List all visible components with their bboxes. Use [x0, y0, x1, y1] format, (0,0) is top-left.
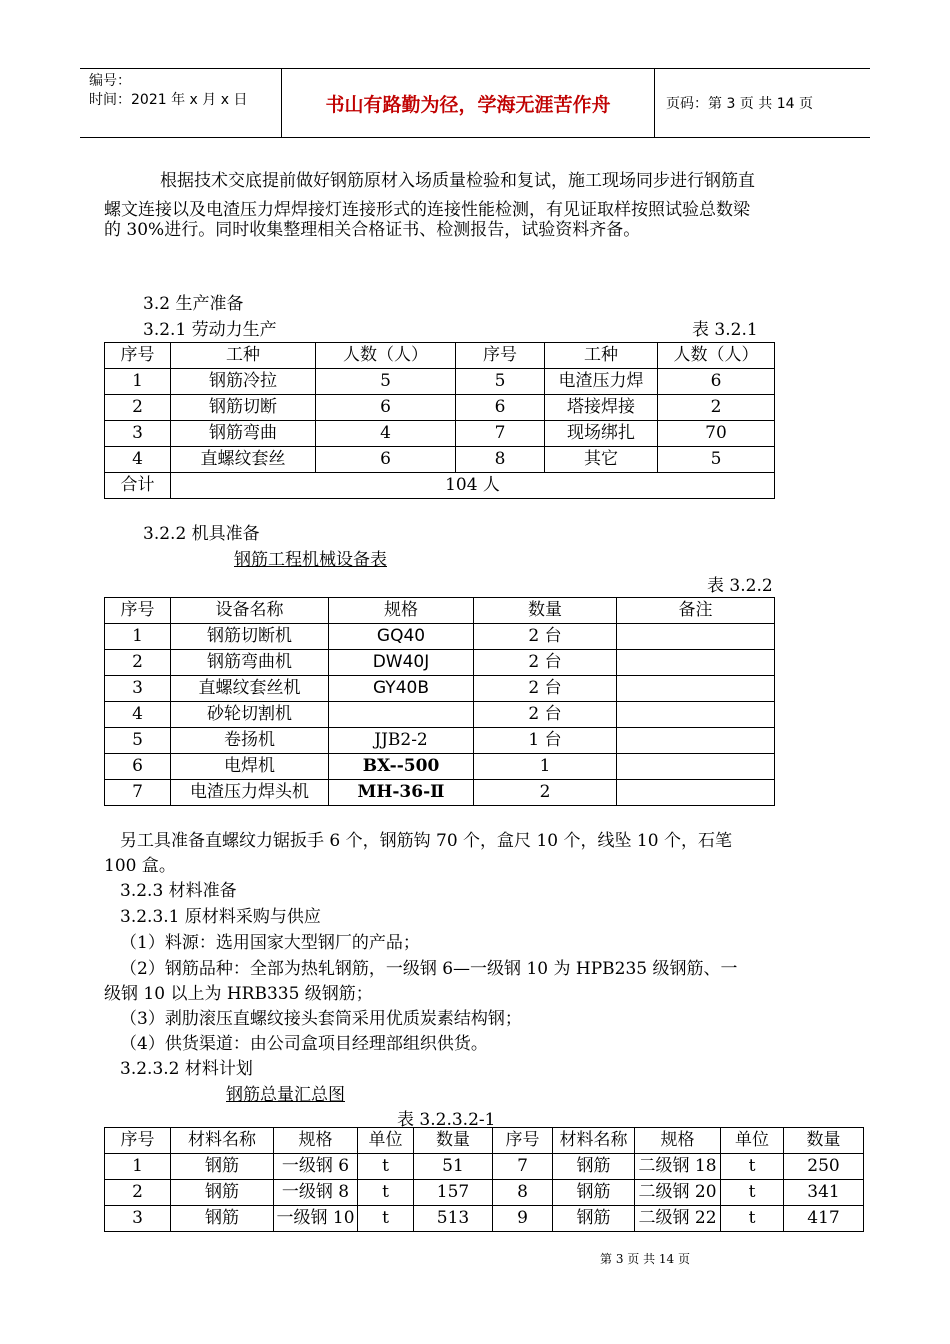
- section-3-2-2-title: 3.2.2 机具准备: [143, 524, 260, 544]
- table-cell: 钢筋: [171, 1180, 274, 1206]
- table-cell: 3: [105, 676, 171, 702]
- item-4: （4）供货渠道：由公司盒项目经理部组织供货。: [120, 1034, 488, 1054]
- doc-date: 时间：2021 年 x 月 x 日: [89, 92, 248, 108]
- table-row: [105, 702, 775, 728]
- table-row: [105, 1206, 864, 1232]
- table-cell: 513: [414, 1206, 493, 1232]
- item-2a: （2）钢筋品种：全部为热轧钢筋，一级钢 6—一级钢 10 为 HPB235 级钢筋、一: [120, 959, 738, 979]
- table-cell: 51: [414, 1154, 493, 1180]
- table-cell: 8: [493, 1180, 553, 1206]
- header-cell: 数量: [784, 1128, 864, 1154]
- table-cell: 1: [105, 1154, 171, 1180]
- intro-line-2: 螺文连接以及电渣压力焊焊接灯连接形式的连接性能检测，有见证取样按照试验总数梁: [104, 200, 750, 220]
- table-cell: 7: [493, 1154, 553, 1180]
- header-cell: 材料名称: [553, 1128, 635, 1154]
- table-row: [105, 395, 775, 421]
- table-cell: 其它: [545, 447, 658, 473]
- table-cell: 现场绑扎: [545, 421, 658, 447]
- table-cell: t: [721, 1206, 784, 1232]
- table-cell: t: [721, 1154, 784, 1180]
- table-cell: 卷扬机: [171, 728, 329, 754]
- header-cell: 序号: [105, 598, 171, 624]
- header-cell: 材料名称: [171, 1128, 274, 1154]
- table-total-row: [105, 473, 775, 499]
- table-cell: 电渣压力焊: [545, 369, 658, 395]
- table-cell: [617, 754, 775, 780]
- section-3-2-3-2-title: 3.2.3.2 材料计划: [120, 1059, 253, 1079]
- table-cell: 2: [658, 395, 775, 421]
- table-cell: [617, 780, 775, 806]
- header-cell: 规格: [329, 598, 474, 624]
- table-header-row: [105, 598, 775, 624]
- table-cell: 70: [658, 421, 775, 447]
- total-value: 104 人: [171, 473, 775, 499]
- table-cell: 8: [456, 447, 545, 473]
- header-cell: 规格: [635, 1128, 721, 1154]
- table-cell: [329, 702, 474, 728]
- table-cell: 6: [316, 395, 456, 421]
- table-cell: 钢筋冷拉: [171, 369, 316, 395]
- table-cell: t: [358, 1206, 414, 1232]
- table-cell: 417: [784, 1206, 864, 1232]
- table-cell: GY40B: [329, 676, 474, 702]
- header-cell: 数量: [474, 598, 617, 624]
- table-cell: 2: [105, 1180, 171, 1206]
- table-cell: 9: [493, 1206, 553, 1232]
- table-cell: 一级钢 10: [274, 1206, 358, 1232]
- table-cell: 钢筋: [553, 1180, 635, 1206]
- table-cell: 直螺纹套丝机: [171, 676, 329, 702]
- section-3-2-title: 3.2 生产准备: [143, 294, 244, 314]
- table-cell: 7: [105, 780, 171, 806]
- header-motto: 书山有路勤为径，学海无涯苦作舟: [282, 69, 655, 137]
- section-3-2-3-1-title: 3.2.3.1 原材料采购与供应: [120, 907, 321, 927]
- item-1: （1）料源：选用国家大型钢厂的产品；: [120, 933, 420, 953]
- table-cell: 5: [456, 369, 545, 395]
- labor-table: [104, 342, 775, 499]
- doc-number: 编号：: [89, 73, 131, 89]
- header-cell: 人数（人）: [316, 343, 456, 369]
- header-cell: 备注: [617, 598, 775, 624]
- table-cell: 钢筋切断: [171, 395, 316, 421]
- header-cell: 人数（人）: [658, 343, 775, 369]
- table-cell: 钢筋弯曲机: [171, 650, 329, 676]
- table-cell: 直螺纹套丝: [171, 447, 316, 473]
- table-cell: 1 台: [474, 728, 617, 754]
- table-cell: [617, 650, 775, 676]
- table-cell: t: [358, 1154, 414, 1180]
- machine-table: [104, 597, 775, 806]
- header-cell: 序号: [493, 1128, 553, 1154]
- table-cell: 250: [784, 1154, 864, 1180]
- table-cell: 2 台: [474, 624, 617, 650]
- header-cell: 单位: [721, 1128, 784, 1154]
- header-cell: 序号: [456, 343, 545, 369]
- table-3-2-3-2-1-label: 表 3.2.3.2-1: [397, 1110, 496, 1130]
- table-cell: 2: [105, 395, 171, 421]
- table-cell: 2 台: [474, 676, 617, 702]
- table-cell: 341: [784, 1180, 864, 1206]
- table-cell: 157: [414, 1180, 493, 1206]
- page-footer: 第 3 页 共 14 页: [600, 1252, 690, 1266]
- table-cell: [617, 624, 775, 650]
- table-row: [105, 780, 775, 806]
- table-3-2-2-label: 表 3.2.2: [707, 576, 773, 596]
- table-cell: DW40J: [329, 650, 474, 676]
- table-row: [105, 754, 775, 780]
- table-cell: 钢筋弯曲: [171, 421, 316, 447]
- table-cell: 钢筋: [171, 1206, 274, 1232]
- table-row: [105, 624, 775, 650]
- steel-table-title: 钢筋总量汇总图: [226, 1085, 345, 1105]
- table-cell: 4: [105, 702, 171, 728]
- table-cell: 砂轮切割机: [171, 702, 329, 728]
- table-cell: [617, 702, 775, 728]
- table-cell: t: [721, 1180, 784, 1206]
- table-cell: 6: [316, 447, 456, 473]
- table-cell: 7: [456, 421, 545, 447]
- table-cell: 5: [105, 728, 171, 754]
- header-cell: 规格: [274, 1128, 358, 1154]
- table-cell: 塔接焊接: [545, 395, 658, 421]
- header-cell: 单位: [358, 1128, 414, 1154]
- table-cell: 6: [658, 369, 775, 395]
- table-cell: 电焊机: [171, 754, 329, 780]
- table-3-2-1-label: 表 3.2.1: [692, 320, 758, 340]
- total-label: 合计: [105, 473, 171, 499]
- table-cell: 4: [316, 421, 456, 447]
- table-header-row: [105, 343, 775, 369]
- table-cell: 钢筋: [553, 1206, 635, 1232]
- table-row: [105, 676, 775, 702]
- table-cell: 1: [105, 369, 171, 395]
- table-cell: 4: [105, 447, 171, 473]
- table-row: [105, 369, 775, 395]
- item-3: （3）剥肋滚压直螺纹接头套筒采用优质炭素结构钢；: [120, 1009, 522, 1029]
- table-cell: 钢筋切断机: [171, 624, 329, 650]
- header-page-info: 页码：第 3 页 共 14 页: [666, 96, 813, 112]
- header-cell: 工种: [545, 343, 658, 369]
- header-meta: [80, 69, 282, 137]
- table-cell: 一级钢 6: [274, 1154, 358, 1180]
- header-cell: 数量: [414, 1128, 493, 1154]
- header-cell: 序号: [105, 343, 171, 369]
- item-2b: 级钢 10 以上为 HRB335 级钢筋；: [104, 984, 373, 1004]
- table-cell: 二级钢 18: [635, 1154, 721, 1180]
- machine-table-title: 钢筋工程机械设备表: [234, 550, 387, 570]
- table-cell: 5: [658, 447, 775, 473]
- table-cell: 6: [105, 754, 171, 780]
- header-cell: 设备名称: [171, 598, 329, 624]
- section-3-2-1-title: 3.2.1 劳动力生产: [143, 320, 277, 340]
- table-row: [105, 728, 775, 754]
- table-cell: JJB2-2: [329, 728, 474, 754]
- tools-line-1: 另工具准备直螺纹力锯扳手 6 个，钢筋钩 70 个，盒尺 10 个，线坠 10 个，石笔: [120, 831, 732, 851]
- page-header: [80, 68, 870, 138]
- table-cell: MH-36-Ⅱ: [329, 780, 474, 806]
- table-cell: 一级钢 8: [274, 1180, 358, 1206]
- table-cell: 二级钢 20: [635, 1180, 721, 1206]
- tools-line-2: 100 盒。: [104, 856, 176, 876]
- table-cell: [617, 728, 775, 754]
- header-cell: 序号: [105, 1128, 171, 1154]
- table-cell: 钢筋: [171, 1154, 274, 1180]
- table-row: [105, 447, 775, 473]
- intro-line-3: 的 30%进行。同时收集整理相关合格证书、检测报告，试验资料齐备。: [104, 220, 641, 240]
- table-cell: 5: [316, 369, 456, 395]
- table-cell: 2 台: [474, 650, 617, 676]
- header-cell: 工种: [171, 343, 316, 369]
- table-row: [105, 650, 775, 676]
- table-cell: 6: [456, 395, 545, 421]
- table-cell: 3: [105, 1206, 171, 1232]
- table-cell: 二级钢 22: [635, 1206, 721, 1232]
- table-cell: 电渣压力焊头机: [171, 780, 329, 806]
- table-cell: BX--500: [329, 754, 474, 780]
- table-cell: 1: [105, 624, 171, 650]
- table-cell: GQ40: [329, 624, 474, 650]
- table-row: [105, 1154, 864, 1180]
- table-cell: 2 台: [474, 702, 617, 728]
- intro-line-1: 根据技术交底提前做好钢筋原材入场质量检验和复试，施工现场同步进行钢筋直: [160, 171, 755, 191]
- steel-table: [104, 1127, 864, 1232]
- table-cell: 3: [105, 421, 171, 447]
- table-row: [105, 421, 775, 447]
- table-cell: 1: [474, 754, 617, 780]
- table-cell: t: [358, 1180, 414, 1206]
- table-cell: 2: [105, 650, 171, 676]
- table-cell: 钢筋: [553, 1154, 635, 1180]
- table-row: [105, 1180, 864, 1206]
- table-header-row: [105, 1128, 864, 1154]
- table-cell: [617, 676, 775, 702]
- table-cell: 2: [474, 780, 617, 806]
- section-3-2-3-title: 3.2.3 材料准备: [120, 881, 237, 901]
